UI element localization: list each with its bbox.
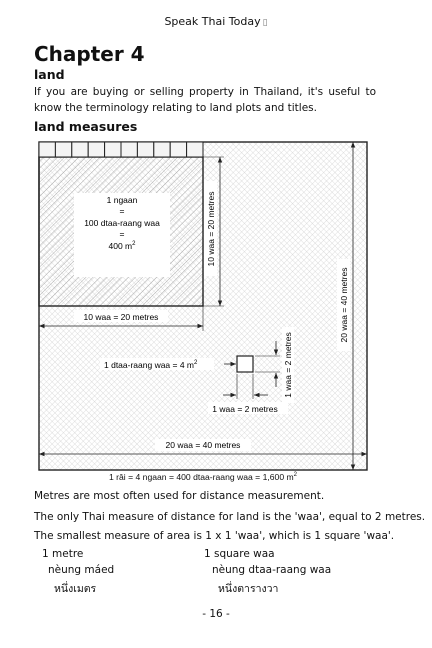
ngaan-area: 400 $m^2$ [108,241,136,251]
ngaan-width-label: 10 waa = 20 metres [83,312,159,322]
waa-height-label: 1 waa = 2 metres [283,332,293,398]
vocab-thai: หนึ่งตารางวา [218,583,279,595]
body-line: Metres are most often used for distance measurement. [34,490,325,502]
section-title: land [34,67,65,82]
intro-paragraph: If you are buying or selling property in Thailand, it's useful to know the terminology relating to land plots and titles. [34,86,376,114]
waa-square-row [39,142,203,157]
ngaan-height-label: 10 waa = 20 metres [206,191,216,267]
header-glyph-icon: ▯ [262,18,268,28]
subsection-title: land measures [34,119,138,134]
land-measures-diagram [38,141,368,471]
rai-height-label: 20 waa = 40 metres [339,267,349,343]
header-title: Speak Thai Today [164,15,261,28]
vocab-english: 1 square waa [204,548,275,560]
figure-caption: 1 râi = 4 ngaan = 400 dtaa-raang waa = 1,600 $m^2$ [108,472,297,482]
waa-square [237,356,253,372]
ngaan-label-line: 1 ngaan [106,195,138,205]
body-line: The smallest measure of area is 1 x 1 'waa', which is 1 square 'waa'. [34,530,395,542]
ngaan-label-line: 100 dtaa-raang waa [84,218,160,228]
ngaan-label-line: = [119,206,125,216]
vocab-roman: nèung máed [48,564,115,576]
body-line: The only Thai measure of distance for land is the 'waa', equal to 2 metres. [34,511,426,523]
running-header [0,15,432,28]
vocab-english: 1 metre [42,548,84,560]
ngaan-label-line: = [119,229,125,239]
page-number: - 16 - [202,608,230,620]
vocab-roman: nèung dtaa-raang waa [212,564,332,576]
rai-width-label: 20 waa = 40 metres [165,440,241,450]
dtaa-raang-label: 1 dtaa-raang waa = 4 $m^2$ [104,360,198,370]
vocab-thai: หนึ่งเมตร [54,583,97,595]
waa-width-label: 1 waa = 2 metres [212,404,278,414]
chapter-title: Chapter 4 [34,42,145,66]
